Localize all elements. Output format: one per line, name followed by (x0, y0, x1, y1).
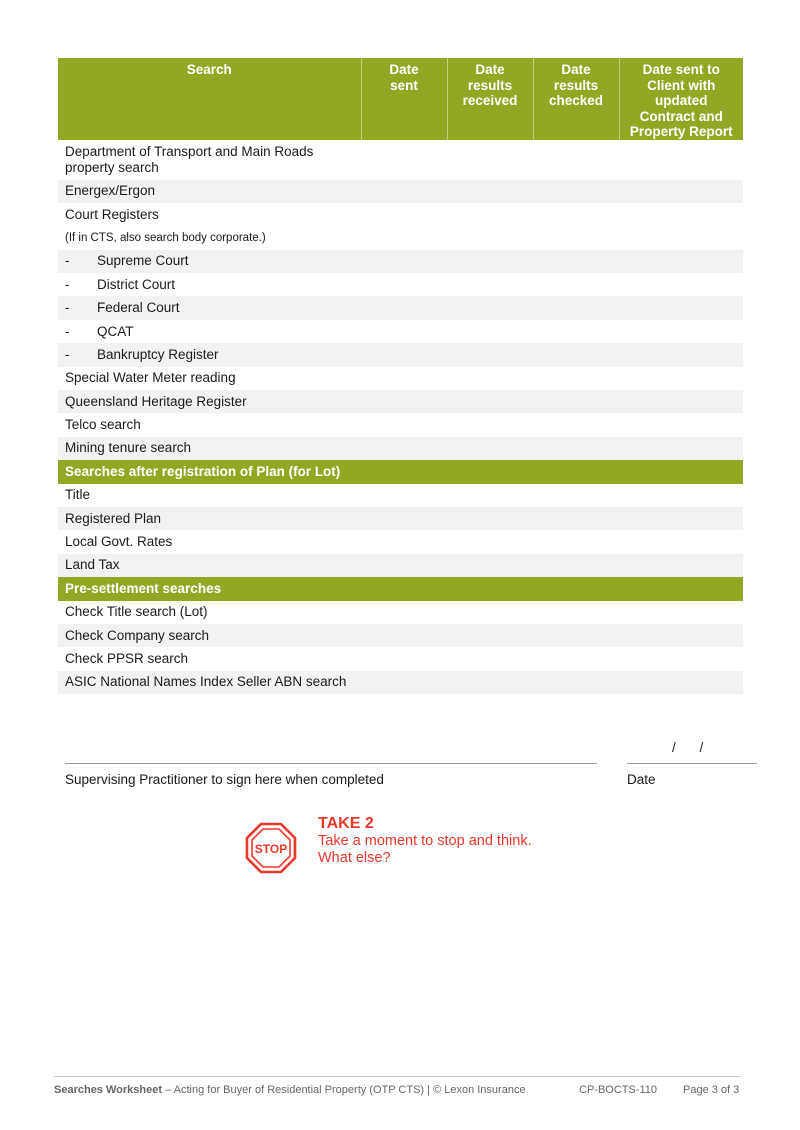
footer-doc-title: Searches Worksheet – Acting for Buyer of Residential Property (OTP CTS) | © Lexon Insurance (54, 1084, 526, 1096)
table-row (58, 250, 743, 273)
cell-date-sent[interactable] (361, 554, 447, 577)
bullet-dash: - (65, 346, 70, 362)
take2-title: TAKE 2 (318, 815, 374, 832)
table-row (58, 343, 743, 366)
cell-date-sent[interactable] (361, 343, 447, 366)
cell-date-client[interactable] (619, 413, 743, 436)
cell-date-checked[interactable] (533, 671, 619, 694)
row-label: Court Registers (65, 206, 159, 222)
footer-doc-code: CP-BOCTS-110 (579, 1084, 658, 1096)
cell-date-sent[interactable] (361, 140, 447, 180)
cell-date-client[interactable] (619, 530, 743, 553)
row-label: Special Water Meter reading (65, 370, 236, 386)
cell-date-received[interactable] (447, 530, 533, 553)
table-row (58, 530, 743, 553)
cell-date-checked[interactable] (533, 203, 619, 226)
table-row (58, 273, 743, 296)
table-row (58, 554, 743, 577)
cell-date-received[interactable] (447, 671, 533, 694)
cell-date-client[interactable] (619, 484, 743, 507)
cell-date-checked[interactable] (533, 437, 619, 460)
table-row (58, 647, 743, 670)
header-date-sent-to-client: Date sent to Client with updated Contract and Property Report (619, 58, 743, 140)
row-label: Telco search (65, 417, 141, 433)
row-label: - QCAT (65, 323, 134, 339)
cell-date-received[interactable] (447, 250, 533, 273)
row-label: Check Title search (Lot) (65, 604, 208, 620)
row-label: Queensland Heritage Register (58, 390, 361, 413)
footer-page-number: Page 3 of 3 (683, 1084, 740, 1096)
cell-date-received[interactable] (447, 273, 533, 296)
table-header-row (58, 58, 743, 140)
cell-date-client[interactable] (619, 140, 743, 180)
row-label: - Supreme Court (58, 250, 361, 273)
bullet-dash: - (65, 323, 70, 339)
cell-date-received[interactable] (447, 647, 533, 670)
cell-date-received[interactable] (447, 343, 533, 366)
cell-date-received[interactable] (447, 507, 533, 530)
cell-date-client[interactable] (619, 624, 743, 647)
table-row (58, 413, 743, 436)
row-label: - Bankruptcy Register (58, 343, 361, 366)
cell-date-checked[interactable] (533, 413, 619, 436)
table-row (58, 226, 743, 249)
take2-line-2: What else? (318, 850, 391, 866)
section-header-row (58, 460, 743, 483)
header-date-results-received: Date results received (447, 58, 533, 140)
cell-date-sent[interactable] (361, 507, 447, 530)
row-label: Title (65, 487, 91, 503)
table-row (58, 437, 743, 460)
cell-date-received[interactable] (447, 413, 533, 436)
header-search: Search (58, 58, 361, 140)
cell-date-checked[interactable] (533, 554, 619, 577)
table-row (58, 601, 743, 624)
cell-date-sent[interactable] (361, 413, 447, 436)
cell-date-received[interactable] (447, 484, 533, 507)
cell-date-received[interactable] (447, 203, 533, 226)
table-row (58, 624, 743, 647)
cell-date-client[interactable] (619, 180, 743, 203)
cell-date-sent[interactable] (361, 484, 447, 507)
table-row (58, 507, 743, 530)
cell-date-client[interactable] (619, 367, 743, 390)
cell-date-received[interactable] (447, 296, 533, 319)
row-label: Check PPSR search (65, 651, 189, 666)
table-row (58, 367, 743, 390)
cell-date-received[interactable] (447, 601, 533, 624)
signature-line[interactable] (65, 763, 597, 764)
cell-date-sent[interactable] (361, 390, 447, 413)
row-label: Registered Plan (58, 507, 361, 530)
svg-text:STOP: STOP (254, 842, 288, 856)
table-row (58, 390, 743, 413)
table-row (58, 203, 743, 226)
cell-date-sent[interactable] (361, 250, 447, 273)
date-line[interactable] (627, 763, 757, 764)
cell-date-checked[interactable] (533, 320, 619, 343)
cell-date-received[interactable] (447, 140, 533, 180)
cell-date-sent[interactable] (361, 296, 447, 319)
cell-date-received[interactable] (447, 367, 533, 390)
cell-date-checked[interactable] (533, 343, 619, 366)
cell-date-received[interactable] (447, 624, 533, 647)
header-date-sent: Date sent (361, 58, 447, 140)
row-label: Land Tax (58, 554, 361, 577)
cell-date-checked[interactable] (533, 601, 619, 624)
row-label: Mining tenure search (58, 437, 361, 460)
cell-date-client[interactable] (619, 203, 743, 226)
row-label: - Federal Court (58, 296, 361, 319)
cell-date-client[interactable] (619, 647, 743, 670)
cell-date-client[interactable] (619, 554, 743, 577)
cell-date-sent[interactable] (361, 530, 447, 553)
take2-line-1: Take a moment to stop and think. (318, 833, 532, 849)
date-slashes: / / (672, 740, 704, 755)
cell-date-sent[interactable] (361, 273, 447, 296)
section-title-after-registration: Searches after registration of Plan (for Lot) (58, 460, 743, 483)
cell-date-checked[interactable] (533, 273, 619, 296)
cell-date-client[interactable] (619, 671, 743, 694)
cell-date-sent[interactable] (361, 601, 447, 624)
row-label: Check Company search (58, 624, 361, 647)
row-label: ASIC National Names Index Seller ABN search (58, 671, 361, 694)
section-header-row (58, 577, 743, 600)
row-note: (If in CTS, also search body corporate.) (65, 231, 266, 244)
cell-date-checked[interactable] (533, 250, 619, 273)
cell-date-received[interactable] (447, 180, 533, 203)
cell-date-client[interactable] (619, 390, 743, 413)
cell-date-sent[interactable] (361, 203, 447, 226)
cell-date-client[interactable] (619, 601, 743, 624)
cell-date-client[interactable] (619, 273, 743, 296)
section-title-pre-settlement: Pre-settlement searches (58, 577, 743, 600)
table-row (58, 296, 743, 319)
signature-label: Supervising Practitioner to sign here when completed (65, 772, 384, 787)
cell-date-client[interactable] (619, 296, 743, 319)
bullet-dash: - (65, 253, 70, 269)
cell-date-sent[interactable] (361, 437, 447, 460)
cell-date-checked[interactable] (533, 530, 619, 553)
cell-date-checked[interactable] (533, 180, 619, 203)
stop-sign-icon (245, 822, 297, 874)
cell-date-checked[interactable] (533, 390, 619, 413)
cell-date-client[interactable] (619, 320, 743, 343)
searches-table (58, 58, 743, 694)
cell-date-sent[interactable] (361, 367, 447, 390)
footer-divider (54, 1076, 740, 1077)
cell-date-sent[interactable] (361, 624, 447, 647)
row-label: Energex/Ergon (58, 180, 361, 203)
cell-date-client[interactable] (619, 437, 743, 460)
cell-date-received[interactable] (447, 437, 533, 460)
cell-date-sent[interactable] (361, 647, 447, 670)
table-row (58, 671, 743, 694)
cell-date-sent[interactable] (361, 180, 447, 203)
cell-date-checked[interactable] (533, 647, 619, 670)
cell-date-received[interactable] (447, 320, 533, 343)
cell-date-client[interactable] (619, 343, 743, 366)
bullet-dash: - (65, 276, 70, 292)
bullet-dash: - (65, 300, 70, 316)
take2-callout (318, 815, 532, 867)
cell-date-checked[interactable] (533, 367, 619, 390)
cell-date-checked[interactable] (533, 296, 619, 319)
cell-date-checked[interactable] (533, 140, 619, 180)
cell-date-checked[interactable] (533, 624, 619, 647)
row-label: Local Govt. Rates (65, 534, 173, 550)
cell-date-received[interactable] (447, 390, 533, 413)
table-row (58, 484, 743, 507)
date-label: Date (627, 772, 656, 787)
table-row (58, 180, 743, 203)
cell-date-received[interactable] (447, 554, 533, 577)
row-label: Department of Transport and Main Roads property search (65, 144, 314, 175)
cell-date-client[interactable] (619, 507, 743, 530)
table-row (58, 320, 743, 343)
table-row (58, 140, 743, 180)
cell-date-checked[interactable] (533, 507, 619, 530)
cell-date-checked[interactable] (533, 484, 619, 507)
cell-date-sent[interactable] (361, 671, 447, 694)
cell-date-sent[interactable] (361, 320, 447, 343)
header-date-results-checked: Date results checked (533, 58, 619, 140)
cell-date-client[interactable] (619, 250, 743, 273)
row-label: - District Court (65, 276, 176, 292)
